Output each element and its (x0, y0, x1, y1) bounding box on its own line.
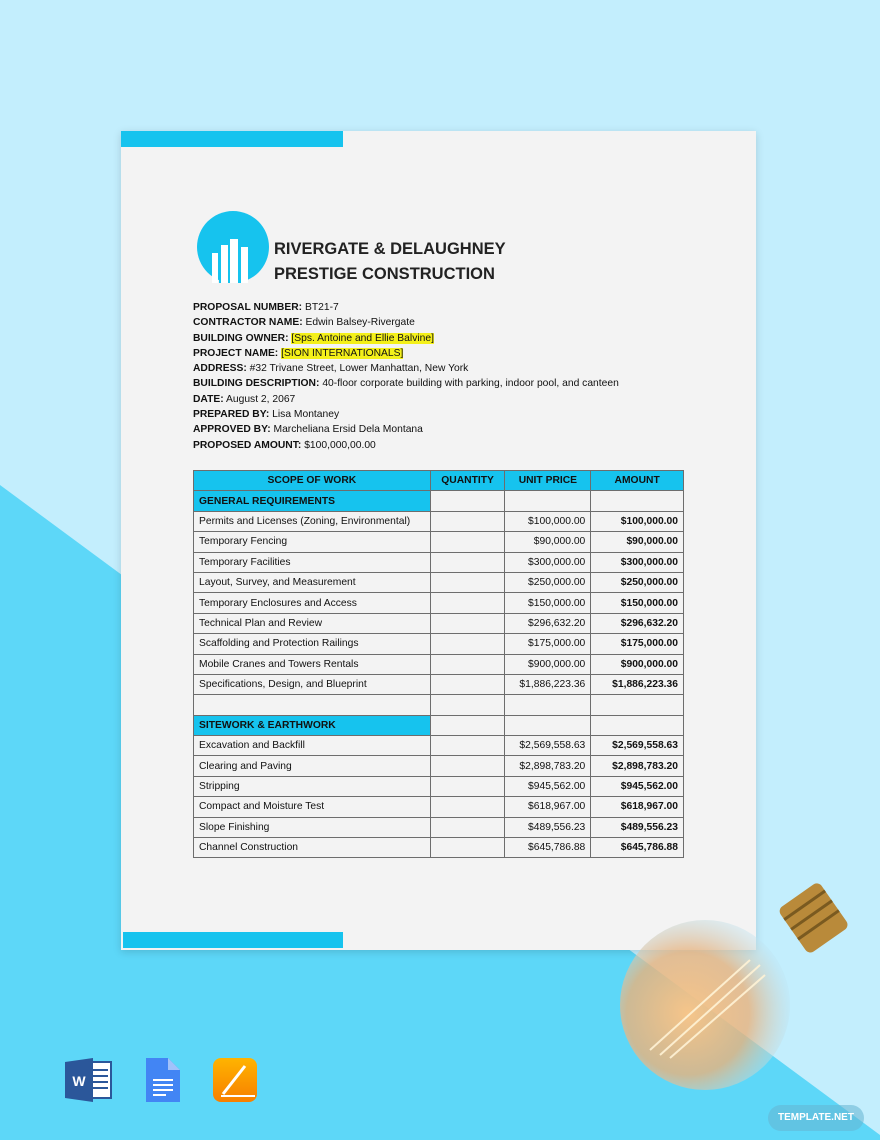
header-quantity: QUANTITY (430, 471, 505, 491)
table-row (194, 797, 684, 817)
info-label: PREPARED BY: (193, 409, 270, 421)
google-docs-icon[interactable] (138, 1056, 186, 1104)
table-row (194, 532, 684, 552)
quantity-cell (430, 817, 505, 837)
info-value: [Sps. Antoine and Ellie Balvine] (291, 332, 434, 344)
pages-icon[interactable] (211, 1056, 259, 1104)
unit-price-cell: $945,562.00 (505, 776, 591, 796)
scope-cell: Compact and Moisture Test (194, 797, 431, 817)
unit-price-cell: $900,000.00 (505, 654, 591, 674)
unit-price-cell: $250,000.00 (505, 572, 591, 592)
unit-price-cell: $618,967.00 (505, 797, 591, 817)
accent-bar-bottom (123, 932, 343, 948)
table-row (194, 674, 684, 694)
cell (591, 715, 684, 735)
info-label: PROJECT NAME: (193, 347, 279, 359)
cell (430, 491, 505, 511)
scope-cell: Technical Plan and Review (194, 613, 431, 633)
table-row (194, 593, 684, 613)
quantity-cell (430, 532, 505, 552)
quantity-cell (430, 838, 505, 858)
section-title: GENERAL REQUIREMENTS (194, 491, 431, 511)
amount-cell: $618,967.00 (591, 797, 684, 817)
table-row (194, 838, 684, 858)
company-logo-icon (197, 211, 269, 283)
info-value: Lisa Montaney (272, 409, 340, 421)
quantity-cell (430, 572, 505, 592)
scope-cell: Scaffolding and Protection Railings (194, 634, 431, 654)
amount-cell: $945,562.00 (591, 776, 684, 796)
cell (505, 491, 591, 511)
company-name (274, 237, 506, 287)
unit-price-cell: $150,000.00 (505, 593, 591, 613)
unit-price-cell (505, 695, 591, 715)
scope-cell (194, 695, 431, 715)
quantity-cell (430, 654, 505, 674)
table-row (194, 634, 684, 654)
unit-price-cell: $100,000.00 (505, 511, 591, 531)
amount-cell: $1,886,223.36 (591, 674, 684, 694)
template-net-watermark[interactable]: TEMPLATE.NET (768, 1105, 864, 1131)
unit-price-cell: $645,786.88 (505, 838, 591, 858)
table-row (194, 552, 684, 572)
info-line (193, 300, 619, 315)
cell (505, 715, 591, 735)
table-row (194, 695, 684, 715)
unit-price-cell: $489,556.23 (505, 817, 591, 837)
scope-table (193, 470, 684, 858)
info-label: BUILDING OWNER: (193, 332, 289, 344)
amount-cell (591, 695, 684, 715)
amount-cell: $150,000.00 (591, 593, 684, 613)
info-value: Marcheliana Ersid Dela Montana (273, 424, 423, 436)
app-icons (65, 1056, 259, 1104)
quantity-cell (430, 695, 505, 715)
amount-cell: $900,000.00 (591, 654, 684, 674)
info-value: 40-floor corporate building with parking, indoor pool, and canteen (322, 378, 619, 390)
info-value: August 2, 2067 (226, 393, 296, 405)
scope-cell: Excavation and Backfill (194, 736, 431, 756)
scope-cell: Specifications, Design, and Blueprint (194, 674, 431, 694)
unit-price-cell: $2,569,558.63 (505, 736, 591, 756)
info-line (193, 392, 619, 407)
scope-cell: Clearing and Paving (194, 756, 431, 776)
word-icon[interactable] (65, 1056, 113, 1104)
quantity-cell (430, 511, 505, 531)
unit-price-cell: $300,000.00 (505, 552, 591, 572)
scope-cell: Slope Finishing (194, 817, 431, 837)
quantity-cell (430, 776, 505, 796)
amount-cell: $300,000.00 (591, 552, 684, 572)
light-bulb-image (610, 880, 870, 1100)
amount-cell: $489,556.23 (591, 817, 684, 837)
scope-cell: Channel Construction (194, 838, 431, 858)
svg-text:W: W (72, 1073, 86, 1089)
scope-cell: Permits and Licenses (Zoning, Environmental) (194, 511, 431, 531)
unit-price-cell: $296,632.20 (505, 613, 591, 633)
quantity-cell (430, 797, 505, 817)
unit-price-cell: $1,886,223.36 (505, 674, 591, 694)
info-line (193, 422, 619, 437)
cell (430, 715, 505, 735)
info-label: PROPOSAL NUMBER: (193, 302, 303, 313)
section-title: SITEWORK & EARTHWORK (194, 715, 431, 735)
scope-cell: Mobile Cranes and Towers Rentals (194, 654, 431, 674)
quantity-cell (430, 674, 505, 694)
section-row (194, 491, 684, 511)
info-value: #32 Trivane Street, Lower Manhattan, New York (249, 363, 469, 375)
table-row (194, 654, 684, 674)
amount-cell: $100,000.00 (591, 511, 684, 531)
info-line (193, 346, 619, 361)
unit-price-cell: $90,000.00 (505, 532, 591, 552)
info-line (193, 407, 619, 422)
info-label: CONTRACTOR NAME: (193, 317, 303, 329)
info-value: BT21-7 (304, 302, 339, 313)
info-value: $100,000,00.00 (304, 439, 376, 451)
scope-cell: Temporary Facilities (194, 552, 431, 572)
quantity-cell (430, 552, 505, 572)
quantity-cell (430, 613, 505, 633)
info-label: DATE: (193, 393, 224, 405)
info-label: BUILDING DESCRIPTION: (193, 378, 320, 390)
scope-cell: Layout, Survey, and Measurement (194, 572, 431, 592)
table-row (194, 776, 684, 796)
header-unit-price: UNIT PRICE (505, 471, 591, 491)
info-label: APPROVED BY: (193, 424, 271, 436)
accent-bar-top (121, 131, 343, 147)
amount-cell: $2,898,783.20 (591, 756, 684, 776)
cell (591, 491, 684, 511)
unit-price-cell: $2,898,783.20 (505, 756, 591, 776)
info-label: PROPOSED AMOUNT: (193, 439, 302, 451)
info-line (193, 361, 619, 376)
info-value: [SION INTERNATIONALS] (281, 347, 404, 359)
table-row (194, 817, 684, 837)
info-line (193, 315, 619, 330)
scope-cell: Stripping (194, 776, 431, 796)
amount-cell: $2,569,558.63 (591, 736, 684, 756)
quantity-cell (430, 756, 505, 776)
quantity-cell (430, 593, 505, 613)
scope-cell: Temporary Enclosures and Access (194, 593, 431, 613)
amount-cell: $90,000.00 (591, 532, 684, 552)
header-scope: SCOPE OF WORK (194, 471, 431, 491)
company-name-line1: RIVERGATE & DELAUGHNEY (274, 240, 506, 258)
quantity-cell (430, 634, 505, 654)
table-row (194, 572, 684, 592)
info-value: Edwin Balsey-Rivergate (305, 317, 415, 329)
quantity-cell (430, 736, 505, 756)
header-amount: AMOUNT (591, 471, 684, 491)
amount-cell: $175,000.00 (591, 634, 684, 654)
company-name-line2: PRESTIGE CONSTRUCTION (274, 265, 495, 283)
section-row (194, 715, 684, 735)
proposal-document (121, 131, 756, 950)
table-row (194, 736, 684, 756)
amount-cell: $296,632.20 (591, 613, 684, 633)
info-line (193, 438, 619, 453)
unit-price-cell: $175,000.00 (505, 634, 591, 654)
info-label: ADDRESS: (193, 363, 247, 375)
amount-cell: $250,000.00 (591, 572, 684, 592)
table-row (194, 613, 684, 633)
proposal-info (193, 300, 619, 453)
table-row (194, 756, 684, 776)
amount-cell: $645,786.88 (591, 838, 684, 858)
table-row (194, 511, 684, 531)
info-line (193, 376, 619, 391)
info-line (193, 331, 619, 346)
scope-cell: Temporary Fencing (194, 532, 431, 552)
